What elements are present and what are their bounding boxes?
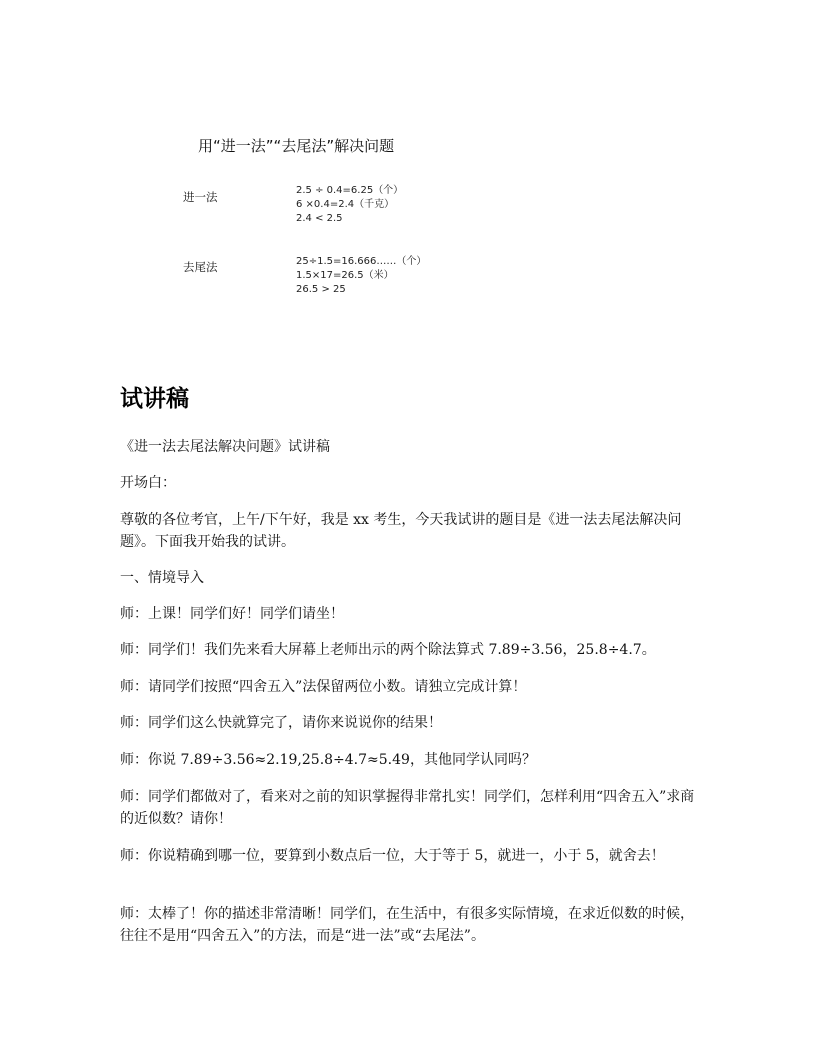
dialogue-paragraph: 师：同学们这么快就算完了，请你来说说你的结果！ bbox=[120, 715, 442, 731]
dialogue-paragraph: 师：你说 7.89÷3.56≈2.19,25.8÷4.7≈5.49，其他同学认同吗？ bbox=[120, 752, 536, 768]
board-line: 2.4 < 2.5 bbox=[296, 213, 343, 224]
dialogue-paragraph: 师：同学们！我们先来看大屏幕上老师出示的两个除法算式 7.89÷3.56，25.8÷4.7。 bbox=[120, 642, 656, 658]
dialogue-paragraph: 师：太棒了！你的描述非常清晰！同学们，在生活中，有很多实际情境，在求近似数的时候，往往不是用“四舍五入”的方法，而是“进一法”或“去尾法”。 bbox=[120, 906, 694, 944]
dialogue-paragraph: 师：你说精确到哪一位，要算到小数点后一位，大于等于 5，就进一，小于 5，就舍去！ bbox=[120, 848, 665, 864]
board-lines-jinyifa bbox=[296, 184, 403, 226]
opening-label: 开场白： bbox=[120, 475, 176, 491]
dialogue-paragraph: 师：同学们都做对了，看来对之前的知识掌握得非常扎实！同学们，怎样利用“四舍五入”求商的近似数？请你！ bbox=[120, 789, 695, 827]
board-line: 26.5 > 25 bbox=[296, 284, 346, 295]
board-label-quweifa: 去尾法 bbox=[183, 260, 218, 274]
board-line: 1.5×17=26.5（米） bbox=[296, 270, 394, 281]
doc-title-paragraph: 《进一法去尾法解决问题》试讲稿 bbox=[120, 439, 330, 455]
dialogue-paragraph: 师：请同学们按照“四舍五入”法保留两位小数。请独立完成计算！ bbox=[120, 679, 527, 695]
board-line: 25÷1.5=16.666……（个） bbox=[296, 256, 427, 267]
board-line: 2.5 ÷ 0.4=6.25（个） bbox=[296, 185, 404, 196]
section-heading-intro: 一、情境导入 bbox=[120, 570, 204, 586]
board-title: 用“进一法”“去尾法”解决问题 bbox=[198, 137, 395, 155]
board-lines-quweifa bbox=[296, 255, 426, 297]
dialogue-paragraph: 师：上课！同学们好！同学们请坐！ bbox=[120, 606, 344, 622]
board-line: 6 ×0.4=2.4（千克） bbox=[296, 199, 395, 210]
greeting-paragraph: 尊敬的各位考官，上午/下午好，我是 xx 考生，今天我试讲的题目是《进一法去尾法解决问题》。下面我开始我的试讲。 bbox=[120, 512, 682, 550]
page-heading: 试讲稿 bbox=[120, 386, 189, 412]
board-label-jinyifa: 进一法 bbox=[183, 190, 218, 204]
